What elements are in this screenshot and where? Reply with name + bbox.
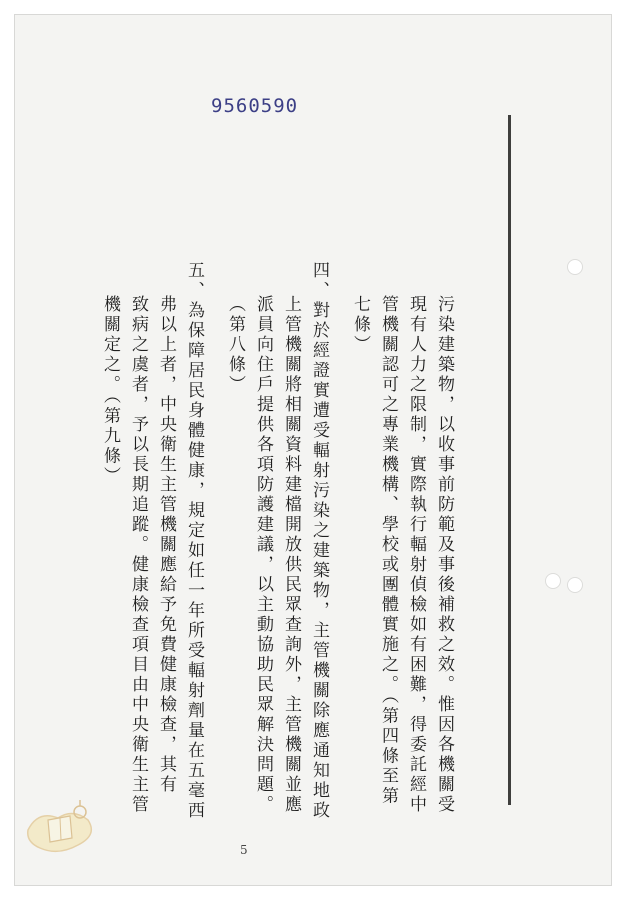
text-column-8: （第八條） [225, 295, 245, 395]
text-column-1: 污染建築物，以收事前防範及事後補救之效。惟因各機關受 [434, 295, 454, 815]
text-column-2: 現有人力之限制，實際執行輻射偵檢如有困難，得委託經中 [406, 295, 426, 815]
fold-line [508, 115, 511, 805]
text-column-9: 五、為保障居民身體健康，規定如任一年所受輻射劑量在五毫西 [184, 261, 204, 821]
text-column-11: 致病之虞者，予以長期追蹤。健康檢查項目由中央衛生主管 [128, 295, 148, 815]
document-page [14, 14, 612, 886]
page-number: 5 [240, 843, 248, 857]
text-column-4: 七條） [350, 295, 370, 355]
text-column-12: 機關定之。（第九條） [100, 295, 120, 487]
text-column-6: 上管機關將相關資料建檔開放供民眾查詢外，主管機關並應 [281, 295, 301, 815]
document-number: 9560590 [211, 95, 299, 117]
punch-hole-bottom-left [545, 573, 561, 589]
text-column-10: 弗以上者，中央衛生主管機關應給予免費健康檢查，其有 [156, 295, 176, 795]
punch-hole-bottom-right [567, 577, 583, 593]
text-column-7: 派員向住戶提供各項防護建議，以主動協助民眾解決問題。 [253, 295, 273, 815]
library-logo-watermark [18, 790, 104, 860]
text-column-5: 四、對於經證實遭受輻射污染之建築物，主管機關除應通知地政 [309, 261, 329, 821]
text-column-3: 管機關認可之專業機構、學校或團體實施之。（第四條至第 [378, 295, 398, 807]
punch-hole-top [567, 259, 583, 275]
